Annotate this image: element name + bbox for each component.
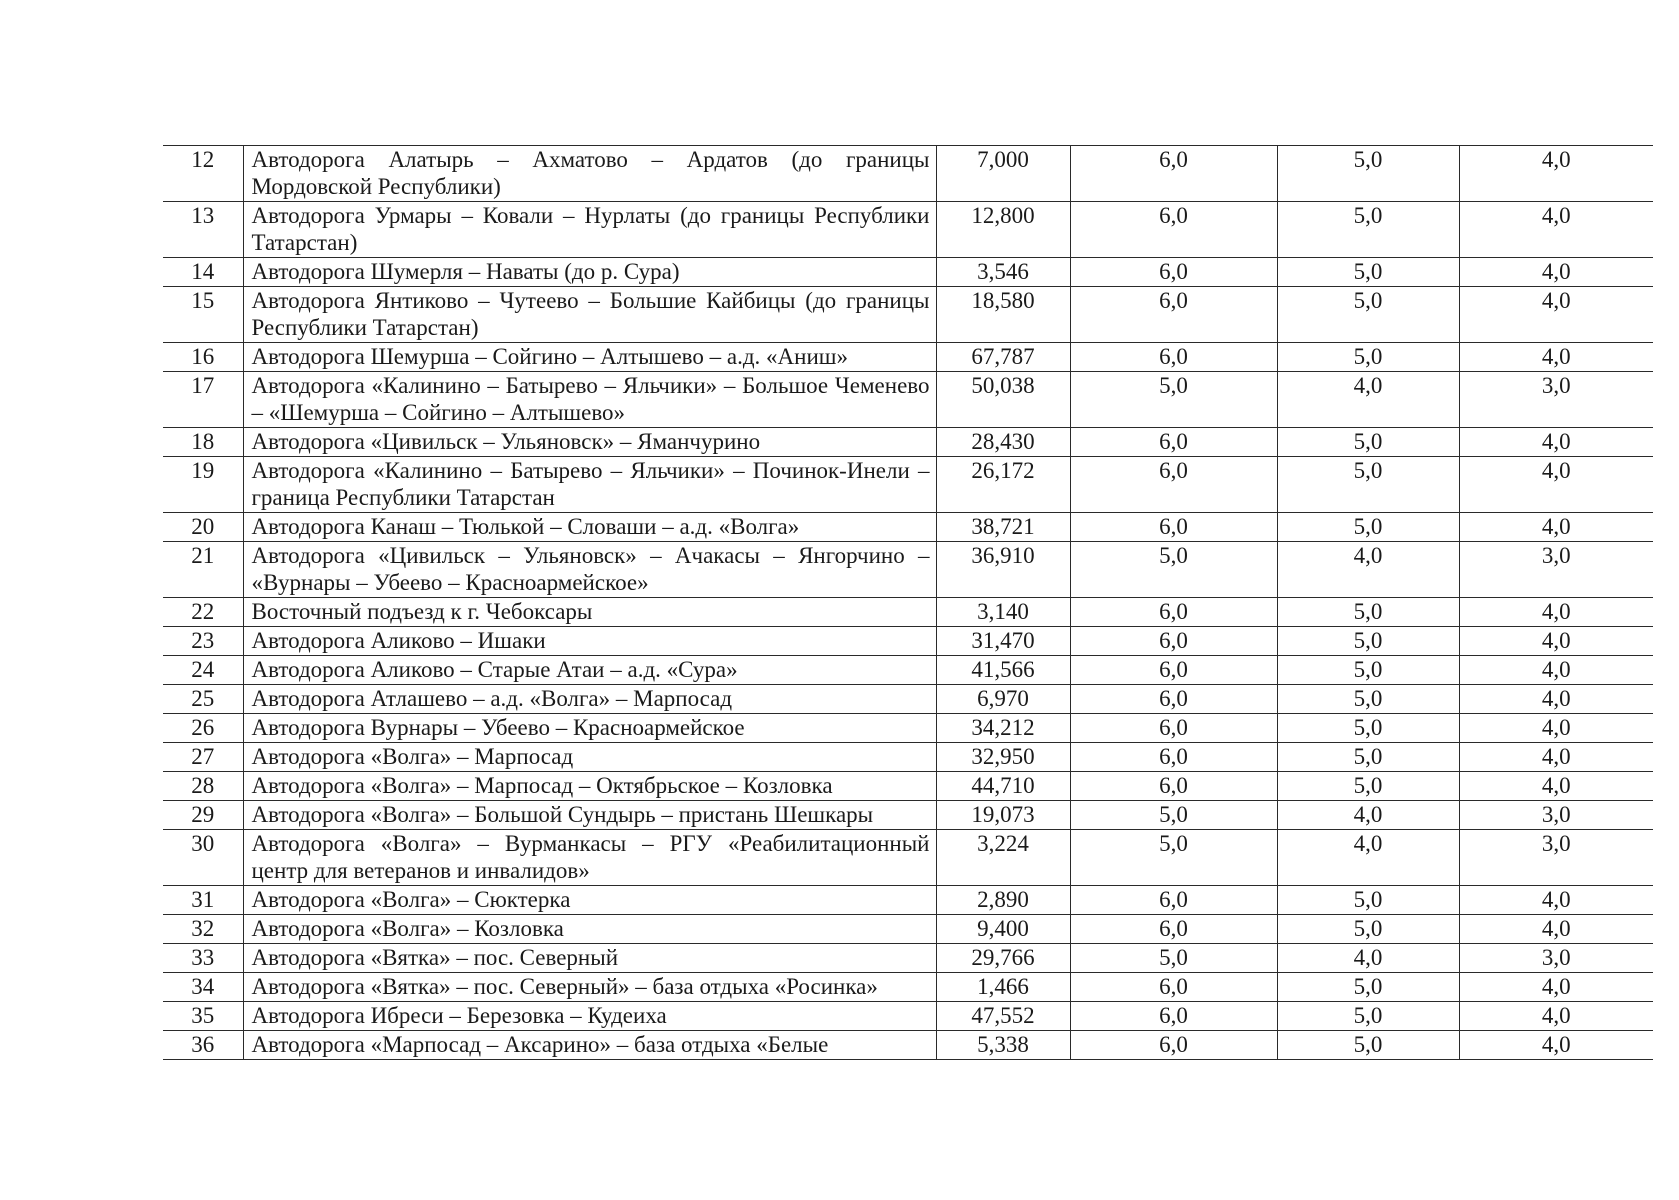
value-col-3: 4,0 (1459, 685, 1653, 714)
road-table-body (163, 146, 1653, 1060)
table-row (163, 743, 1653, 772)
value-col-1: 6,0 (1070, 915, 1277, 944)
row-number: 21 (163, 542, 243, 598)
road-name: Автодорога Шемурша – Сойгино – Алтышево – а.д. «Аниш» (243, 343, 936, 372)
road-length: 18,580 (936, 287, 1070, 343)
row-number: 36 (163, 1031, 243, 1060)
row-number: 15 (163, 287, 243, 343)
row-number: 35 (163, 1002, 243, 1031)
value-col-3: 4,0 (1459, 656, 1653, 685)
row-number: 23 (163, 627, 243, 656)
road-name: Автодорога «Волга» – Марпосад (243, 743, 936, 772)
row-number: 34 (163, 973, 243, 1002)
value-col-3: 4,0 (1459, 598, 1653, 627)
road-name: Автодорога «Волга» – Козловка (243, 915, 936, 944)
value-col-2: 5,0 (1277, 287, 1459, 343)
road-length: 26,172 (936, 457, 1070, 513)
value-col-3: 4,0 (1459, 457, 1653, 513)
road-name: Автодорога Янтиково – Чутеево – Большие Кайбицы (до границы Республики Татарстан) (243, 287, 936, 343)
road-length: 29,766 (936, 944, 1070, 973)
road-name: Автодорога «Марпосад – Аксарино» – база отдыха «Белые (243, 1031, 936, 1060)
row-number: 17 (163, 372, 243, 428)
table-row (163, 714, 1653, 743)
road-name: Автодорога «Вятка» – пос. Северный» – база отдыха «Росинка» (243, 973, 936, 1002)
row-number: 18 (163, 428, 243, 457)
road-length: 50,038 (936, 372, 1070, 428)
value-col-2: 5,0 (1277, 656, 1459, 685)
value-col-3: 4,0 (1459, 714, 1653, 743)
value-col-2: 5,0 (1277, 772, 1459, 801)
value-col-1: 5,0 (1070, 542, 1277, 598)
row-number: 32 (163, 915, 243, 944)
road-length: 12,800 (936, 202, 1070, 258)
value-col-3: 4,0 (1459, 428, 1653, 457)
value-col-2: 5,0 (1277, 1002, 1459, 1031)
row-number: 31 (163, 886, 243, 915)
road-length: 41,566 (936, 656, 1070, 685)
value-col-2: 5,0 (1277, 743, 1459, 772)
table-row (163, 944, 1653, 973)
value-col-1: 6,0 (1070, 627, 1277, 656)
value-col-1: 6,0 (1070, 1031, 1277, 1060)
road-name: Автодорога «Вятка» – пос. Северный (243, 944, 936, 973)
value-col-3: 4,0 (1459, 287, 1653, 343)
road-length: 3,224 (936, 830, 1070, 886)
row-number: 28 (163, 772, 243, 801)
value-col-1: 6,0 (1070, 258, 1277, 287)
table-row (163, 202, 1653, 258)
value-col-3: 4,0 (1459, 202, 1653, 258)
value-col-1: 5,0 (1070, 372, 1277, 428)
value-col-1: 6,0 (1070, 714, 1277, 743)
value-col-2: 4,0 (1277, 372, 1459, 428)
value-col-3: 4,0 (1459, 627, 1653, 656)
table-row (163, 343, 1653, 372)
table-row (163, 656, 1653, 685)
row-number: 14 (163, 258, 243, 287)
table-row (163, 542, 1653, 598)
table-row (163, 886, 1653, 915)
value-col-3: 4,0 (1459, 343, 1653, 372)
road-name: Автодорога «Калинино – Батырево – Яльчики» – Большое Чеменево – «Шемурша – Сойгино – Алтышево» (243, 372, 936, 428)
value-col-3: 4,0 (1459, 743, 1653, 772)
table-row (163, 1002, 1653, 1031)
row-number: 33 (163, 944, 243, 973)
road-name: Автодорога Вурнары – Убеево – Красноармейское (243, 714, 936, 743)
road-length: 2,890 (936, 886, 1070, 915)
table-row (163, 1031, 1653, 1060)
table-row (163, 973, 1653, 1002)
road-length: 38,721 (936, 513, 1070, 542)
road-length: 31,470 (936, 627, 1070, 656)
row-number: 13 (163, 202, 243, 258)
road-length: 67,787 (936, 343, 1070, 372)
table-row (163, 258, 1653, 287)
table-row (163, 428, 1653, 457)
value-col-2: 4,0 (1277, 830, 1459, 886)
value-col-1: 6,0 (1070, 1002, 1277, 1031)
table-row (163, 772, 1653, 801)
road-name: Автодорога Урмары – Ковали – Нурлаты (до границы Республики Татарстан) (243, 202, 936, 258)
road-length: 5,338 (936, 1031, 1070, 1060)
road-name: Автодорога «Волга» – Марпосад – Октябрьское – Козловка (243, 772, 936, 801)
road-length: 9,400 (936, 915, 1070, 944)
road-length: 28,430 (936, 428, 1070, 457)
row-number: 25 (163, 685, 243, 714)
table-row (163, 801, 1653, 830)
value-col-1: 5,0 (1070, 801, 1277, 830)
road-length: 7,000 (936, 146, 1070, 202)
road-length: 6,970 (936, 685, 1070, 714)
table-row (163, 287, 1653, 343)
road-name: Автодорога «Волга» – Сюктерка (243, 886, 936, 915)
road-name: Автодорога Канаш – Тюлькой – Словаши – а.д. «Волга» (243, 513, 936, 542)
value-col-1: 6,0 (1070, 343, 1277, 372)
row-number: 27 (163, 743, 243, 772)
table-row (163, 627, 1653, 656)
road-length: 3,140 (936, 598, 1070, 627)
value-col-1: 6,0 (1070, 656, 1277, 685)
value-col-3: 4,0 (1459, 146, 1653, 202)
value-col-1: 6,0 (1070, 287, 1277, 343)
road-name: Автодорога Аликово – Старые Атаи – а.д. «Сура» (243, 656, 936, 685)
row-number: 26 (163, 714, 243, 743)
value-col-2: 5,0 (1277, 714, 1459, 743)
value-col-2: 5,0 (1277, 202, 1459, 258)
value-col-1: 5,0 (1070, 830, 1277, 886)
row-number: 30 (163, 830, 243, 886)
road-name: Автодорога «Цивильск – Ульяновск» – Яманчурино (243, 428, 936, 457)
value-col-3: 4,0 (1459, 513, 1653, 542)
table-row (163, 146, 1653, 202)
road-length: 34,212 (936, 714, 1070, 743)
value-col-2: 5,0 (1277, 258, 1459, 287)
value-col-2: 5,0 (1277, 513, 1459, 542)
road-name: Восточный подъезд к г. Чебоксары (243, 598, 936, 627)
value-col-2: 5,0 (1277, 146, 1459, 202)
road-length: 32,950 (936, 743, 1070, 772)
value-col-2: 4,0 (1277, 801, 1459, 830)
value-col-3: 4,0 (1459, 772, 1653, 801)
table-row (163, 598, 1653, 627)
road-length: 19,073 (936, 801, 1070, 830)
value-col-3: 4,0 (1459, 915, 1653, 944)
value-col-1: 6,0 (1070, 146, 1277, 202)
row-number: 19 (163, 457, 243, 513)
road-length: 3,546 (936, 258, 1070, 287)
road-length: 44,710 (936, 772, 1070, 801)
row-number: 24 (163, 656, 243, 685)
value-col-3: 4,0 (1459, 1002, 1653, 1031)
value-col-2: 4,0 (1277, 944, 1459, 973)
road-name: Автодорога Аликово – Ишаки (243, 627, 936, 656)
value-col-3: 3,0 (1459, 801, 1653, 830)
value-col-3: 4,0 (1459, 973, 1653, 1002)
value-col-3: 4,0 (1459, 258, 1653, 287)
value-col-3: 4,0 (1459, 886, 1653, 915)
table-row (163, 513, 1653, 542)
table-row (163, 372, 1653, 428)
value-col-2: 5,0 (1277, 685, 1459, 714)
road-name: Автодорога Ибреси – Березовка – Кудеиха (243, 1002, 936, 1031)
value-col-2: 5,0 (1277, 428, 1459, 457)
value-col-2: 5,0 (1277, 598, 1459, 627)
row-number: 20 (163, 513, 243, 542)
row-number: 16 (163, 343, 243, 372)
value-col-1: 6,0 (1070, 886, 1277, 915)
value-col-1: 6,0 (1070, 202, 1277, 258)
value-col-3: 3,0 (1459, 372, 1653, 428)
value-col-1: 6,0 (1070, 772, 1277, 801)
value-col-1: 6,0 (1070, 973, 1277, 1002)
value-col-2: 5,0 (1277, 627, 1459, 656)
value-col-3: 3,0 (1459, 830, 1653, 886)
road-name: Автодорога «Цивильск – Ульяновск» – Ачакасы – Янгорчино – «Вурнары – Убеево – Красноармейское» (243, 542, 936, 598)
road-length: 47,552 (936, 1002, 1070, 1031)
road-name: Автодорога Шумерля – Наваты (до р. Сура) (243, 258, 936, 287)
table-row (163, 830, 1653, 886)
value-col-1: 6,0 (1070, 513, 1277, 542)
road-name: Автодорога «Волга» – Большой Сундырь – пристань Шешкары (243, 801, 936, 830)
value-col-2: 5,0 (1277, 915, 1459, 944)
road-name: Автодорога Алатырь – Ахматово – Ардатов (до границы Мордовской Республики) (243, 146, 936, 202)
road-name: Автодорога «Калинино – Батырево – Яльчики» – Починок-Инели – граница Республики Татарстан (243, 457, 936, 513)
value-col-1: 6,0 (1070, 457, 1277, 513)
row-number: 22 (163, 598, 243, 627)
road-length: 36,910 (936, 542, 1070, 598)
road-name: Автодорога Атлашево – а.д. «Волга» – Марпосад (243, 685, 936, 714)
value-col-1: 5,0 (1070, 944, 1277, 973)
value-col-2: 5,0 (1277, 457, 1459, 513)
value-col-3: 4,0 (1459, 1031, 1653, 1060)
value-col-2: 5,0 (1277, 343, 1459, 372)
table-row (163, 457, 1653, 513)
road-length: 1,466 (936, 973, 1070, 1002)
row-number: 29 (163, 801, 243, 830)
value-col-1: 6,0 (1070, 685, 1277, 714)
value-col-2: 4,0 (1277, 542, 1459, 598)
road-table (163, 145, 1653, 1060)
table-row (163, 915, 1653, 944)
row-number: 12 (163, 146, 243, 202)
value-col-2: 5,0 (1277, 886, 1459, 915)
value-col-2: 5,0 (1277, 1031, 1459, 1060)
value-col-3: 3,0 (1459, 944, 1653, 973)
value-col-1: 6,0 (1070, 598, 1277, 627)
value-col-2: 5,0 (1277, 973, 1459, 1002)
value-col-1: 6,0 (1070, 428, 1277, 457)
table-row (163, 685, 1653, 714)
value-col-3: 3,0 (1459, 542, 1653, 598)
road-name: Автодорога «Волга» – Вурманкасы – РГУ «Реабилитационный центр для ветеранов и инвалидов» (243, 830, 936, 886)
value-col-1: 6,0 (1070, 743, 1277, 772)
